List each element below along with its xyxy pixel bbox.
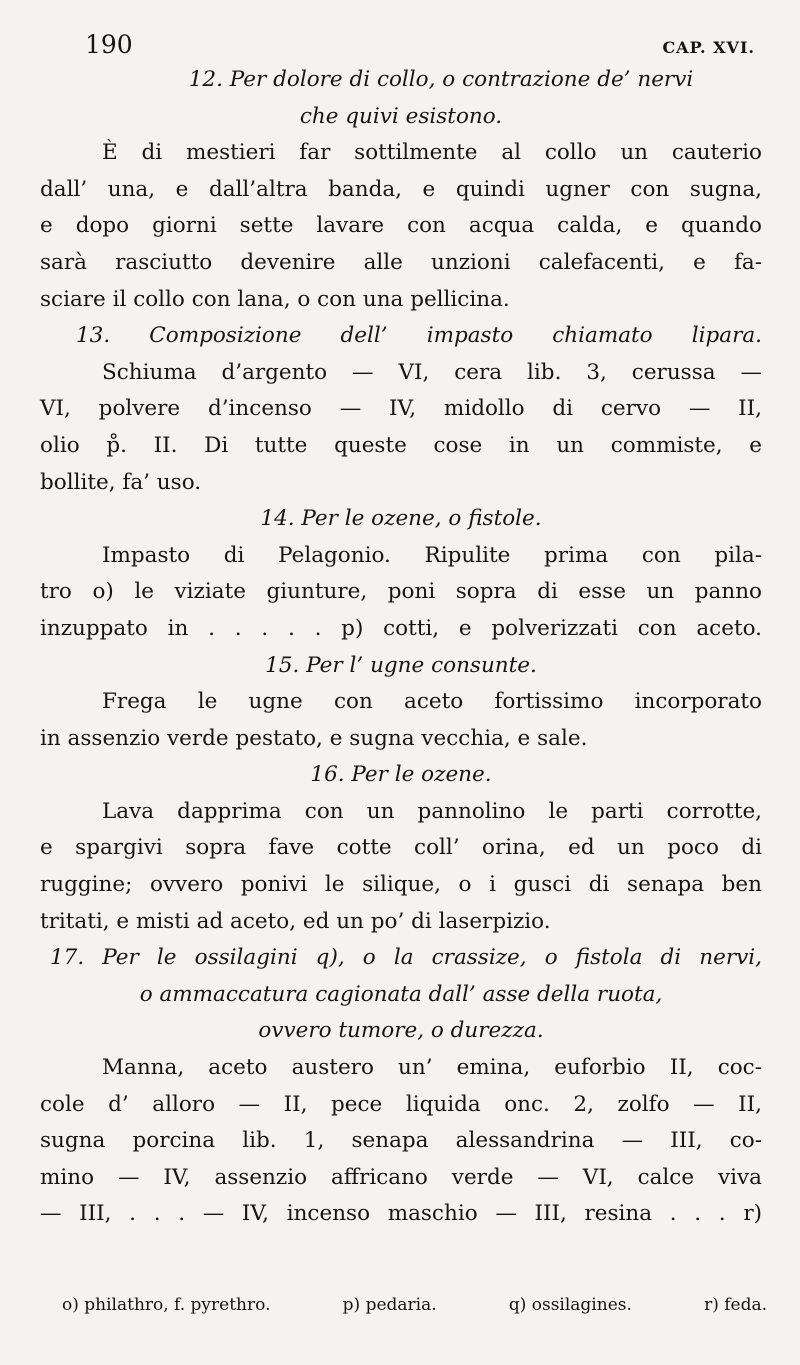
text-line: Frega le ugne con aceto fortissimo incorporato [102, 689, 762, 715]
page-number: 190 [85, 30, 133, 59]
text-line: tritati, e misti ad aceto, ed un po’ di laserpizio. [40, 908, 551, 934]
text-line: mino — IV, assenzio affricano verde — VI, calce viva [40, 1164, 762, 1190]
footnotes [62, 1295, 767, 1315]
text-line: — III, . . . — IV, incenso maschio — III, resina . . . r) [40, 1201, 762, 1227]
text-line: tro o) le viziate giunture, poni sopra di esse un panno [40, 579, 762, 605]
text-line: olio p̊. II. Di tutte queste cose in un commiste, e [40, 432, 762, 458]
footnote-q: q) ossilagines. [508, 1295, 632, 1315]
page-header [85, 30, 755, 59]
text-line: 16. Per le ozene. [310, 762, 492, 788]
text-line: in assenzio verde pestato, e sugna vecchia, e sale. [40, 725, 588, 751]
text-line: Lava dapprima con un pannolino le parti corrotte, [102, 798, 762, 824]
text-line: sugna porcina lib. 1, senapa alessandrina — III, co- [40, 1128, 762, 1154]
text-line: che quivi esistono. [299, 103, 503, 129]
footnote-r: r) feda. [704, 1295, 767, 1315]
text-line: ovvero tumore, o durezza. [258, 1018, 544, 1044]
text-line: e spargivi sopra fave cotte coll’ orina, ed un poco di [40, 835, 762, 861]
footnote-p: p) pedaria. [342, 1295, 437, 1315]
text-line: o ammaccatura cagionata dall’ asse della ruota, [139, 981, 663, 1007]
text-line: ruggine; ovvero ponivi le silique, o i gusci di senapa ben [40, 872, 762, 898]
text-line: sarà rasciutto devenire alle unzioni calefacenti, e fa- [40, 249, 762, 275]
text-line: 15. Per l’ ugne consunte. [265, 652, 537, 678]
text-line: Manna, aceto austero un’ emina, euforbio II, coc- [102, 1055, 762, 1081]
text-line: e dopo giorni sette lavare con acqua calda, e quando [40, 213, 762, 239]
text-line: 12. Per dolore di collo, o contrazione de’ nervi [188, 67, 694, 92]
footnote-o: o) philathro, f. pyrethro. [62, 1295, 271, 1315]
text-line: 17. Per le ossilagini q), o la crassize, o fistola di nervi, [50, 945, 762, 971]
text-line: dall’ una, e dall’altra banda, e quindi ugner con sugna, [40, 176, 762, 202]
text-line: bollite, fa’ uso. [40, 469, 202, 495]
body-text [40, 62, 762, 1233]
text-line: inzuppato in . . . . . p) cotti, e polverizzati con aceto. [40, 615, 762, 641]
text-line: 14. Per le ozene, o fistole. [260, 506, 542, 532]
running-head: CAP. XVI. [662, 38, 755, 57]
text-line: È di mestieri far sottilmente al collo un cauterio [102, 140, 762, 166]
text-line: cole d’ alloro — II, pece liquida onc. 2, zolfo — II, [40, 1091, 762, 1117]
text-line: VI, polvere d’incenso — IV, midollo di cervo — II, [40, 396, 762, 422]
text-line: 13. Composizione dell’ impasto chiamato lipara. [76, 323, 762, 349]
text-line: Schiuma d’argento — VI, cera lib. 3, cerussa — [102, 359, 762, 385]
text-line: Impasto di Pelagonio. Ripulite prima con pila- [102, 542, 762, 568]
text-line: sciare il collo con lana, o con una pellicina. [40, 286, 510, 312]
